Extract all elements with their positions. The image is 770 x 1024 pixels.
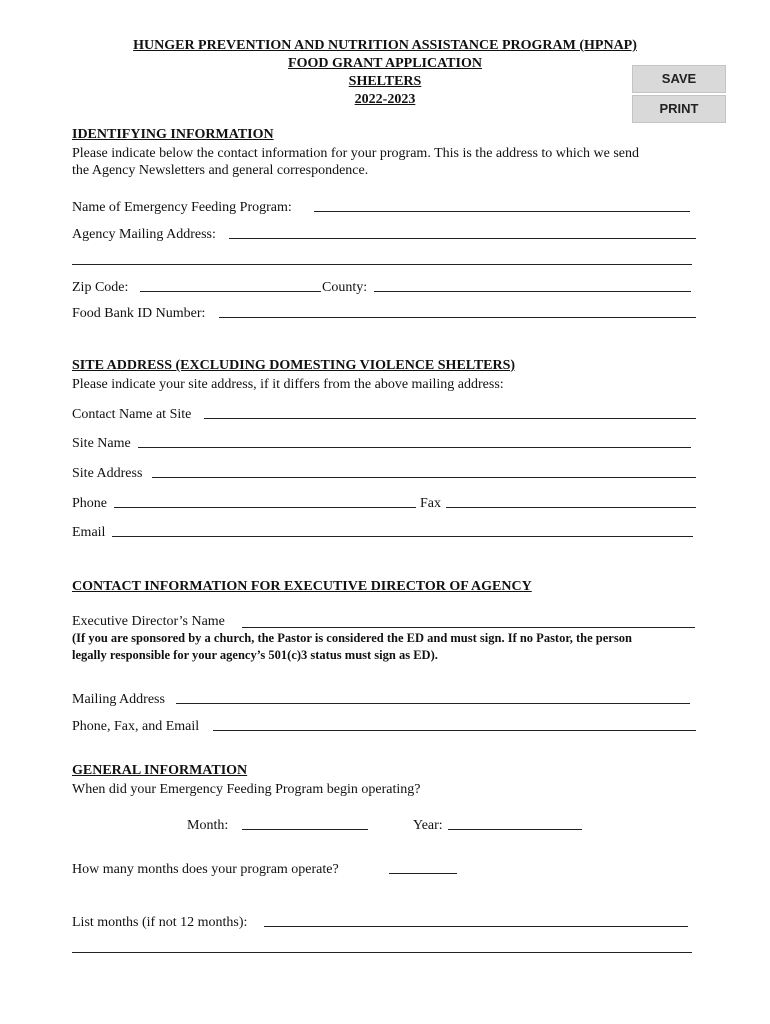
identifying-section-title: IDENTIFYING INFORMATION [72,127,274,142]
print-button[interactable]: PRINT [632,95,726,123]
site-section-title: SITE ADDRESS (EXCLUDING DOMESTING VIOLENCE SHELTERS) [72,358,516,373]
month-label: Month: [187,818,229,833]
site-address-label: Site Address [72,466,143,481]
site-email-label: Email [72,525,106,540]
general-question: When did your Emergency Feeding Program begin operating? [72,782,421,797]
program-name-field[interactable] [314,211,690,212]
food-bank-id-field[interactable] [219,317,696,318]
zip-code-label: Zip Code: [72,280,129,295]
identifying-description-line1: Please indicate below the contact information for your program. This is the address to which we send [72,146,639,161]
executive-mailing-address-label: Mailing Address [72,692,165,707]
executive-section-title: CONTACT INFORMATION FOR EXECUTIVE DIRECTOR OF AGENCY [72,579,532,594]
county-field[interactable] [374,291,691,292]
site-phone-field[interactable] [114,507,416,508]
site-contact-name-field[interactable] [204,418,696,419]
month-field[interactable] [242,829,368,830]
list-months-label: List months (if not 12 months): [72,915,248,930]
form-title: HUNGER PREVENTION AND NUTRITION ASSISTANCE PROGRAM (HPNAP) [133,38,637,53]
food-bank-id-label: Food Bank ID Number: [72,306,206,321]
executive-contact-label: Phone, Fax, and Email [72,719,200,734]
site-name-label: Site Name [72,436,131,451]
site-address-field[interactable] [152,477,696,478]
executive-note-line2: legally responsible for your agency’s 501(c)3 status must sign as ED). [72,648,438,662]
general-section-title: GENERAL INFORMATION [72,763,248,778]
site-email-field[interactable] [112,536,693,537]
form-subtitle: FOOD GRANT APPLICATION [288,56,482,71]
form-category: SHELTERS [348,74,422,89]
site-fax-field[interactable] [446,507,696,508]
save-button[interactable]: SAVE [632,65,726,93]
mailing-address-label: Agency Mailing Address: [72,227,216,242]
months-operating-label: How many months does your program operate? [72,862,339,877]
year-field[interactable] [448,829,582,830]
executive-mailing-address-field[interactable] [176,703,690,704]
zip-code-field[interactable] [140,291,321,292]
site-name-field[interactable] [138,447,691,448]
mailing-address-field[interactable] [229,238,696,239]
executive-director-name-label: Executive Director’s Name [72,614,225,629]
year-label: Year: [413,818,443,833]
site-description: Please indicate your site address, if it differs from the above mailing address: [72,377,504,392]
list-months-field-line2[interactable] [72,952,692,953]
executive-director-name-field[interactable] [242,627,695,628]
executive-contact-field[interactable] [213,730,696,731]
identifying-description-line2: the Agency Newsletters and general correspondence. [72,163,369,178]
months-operating-field[interactable] [389,873,457,874]
site-contact-name-label: Contact Name at Site [72,407,192,422]
mailing-address-field-line2[interactable] [72,264,692,265]
county-label: County: [322,280,368,295]
program-name-label: Name of Emergency Feeding Program: [72,200,292,215]
site-fax-label: Fax [420,496,441,511]
form-year: 2022-2023 [354,92,416,107]
executive-note-line1: (If you are sponsored by a church, the Pastor is considered the ED and must sign. If no Pastor, the person [72,631,632,645]
site-phone-label: Phone [72,496,107,511]
list-months-field[interactable] [264,926,688,927]
